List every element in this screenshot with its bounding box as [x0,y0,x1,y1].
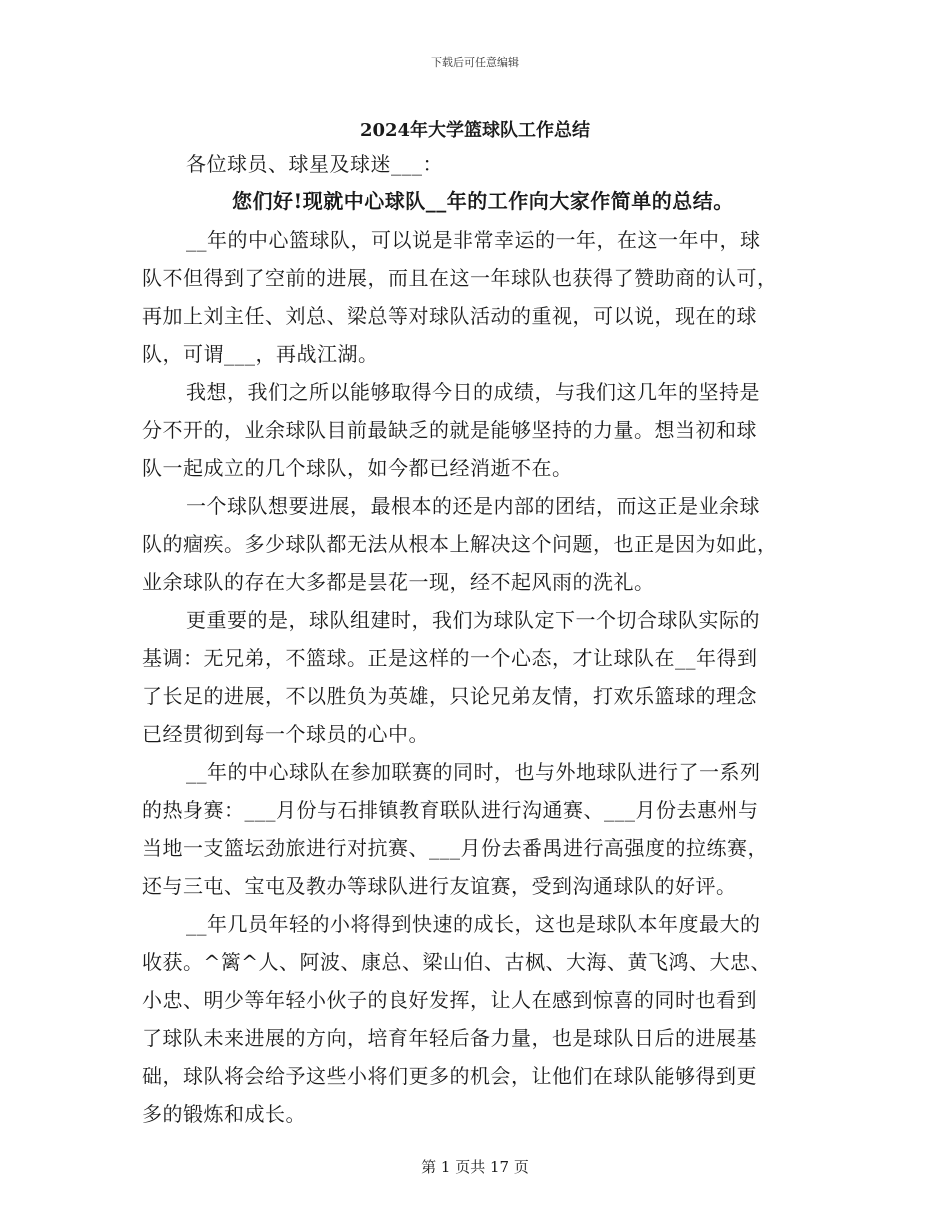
paragraph-line: 队的痼疾。多少球队都无法从根本上解决这个问题，也正是因为如此， [142,532,778,556]
paragraph-line: 更重要的是，球队组建时，我们为球队定下一个切合球队实际的 [186,608,760,632]
paragraph-line: 础，球队将会给予这些小将们更多的机会，让他们在球队能够得到更 [142,1064,757,1088]
document-title: 2024年大学篮球队工作总结 [359,120,591,141]
paragraph-line: 基调：无兄弟，不篮球。正是这样的一个心态，才让球队在__年得到 [142,646,758,670]
page-number: 第 1 页共 17 页 [421,1158,529,1176]
paragraph-line: 再加上刘主任、刘总、梁总等对球队活动的重视，可以说，现在的球 [142,304,757,328]
paragraph-line: 队不但得到了空前的进展，而且在这一年球队也获得了赞助商的认可， [142,266,778,290]
salutation: 各位球员、球星及球迷___： [186,152,443,176]
header-note: 下载后可任意编辑 [431,56,519,69]
paragraph-line: 业余球队的存在大多都是昙花一现，经不起风雨的洗礼。 [142,570,655,594]
paragraph-line: 队，可谓___，再战江湖。 [142,342,379,366]
paragraph-line: 小忠、明少等年轻小伙子的良好发挥，让人在感到惊喜的同时也看到 [142,988,757,1012]
paragraph-line: 的热身赛：___月份与石排镇教育联队进行沟通赛、___月份去惠州与 [142,798,759,822]
paragraph-line: 一个球队想要进展，最根本的还是内部的团结，而这正是业余球 [186,494,760,518]
greeting-line: 您们好!现就中心球队__年的工作向大家作简单的总结。 [232,189,734,213]
paragraph-line: __年几员年轻的小将得到快速的成长，这也是球队本年度最大的 [186,912,761,936]
paragraph-line: 分不开的，业余球队目前最缺乏的就是能够坚持的力量。想当初和球 [142,418,757,442]
paragraph-line: 收获。^篱^人、阿波、康总、梁山伯、古枫、大海、黄飞鸿、大忠、 [142,950,772,974]
paragraph-line: 还与三屯、宝屯及教办等球队进行友谊赛，受到沟通球队的好评。 [142,874,737,898]
paragraph-line: 了长足的进展，不以胜负为英雄，只论兄弟友情，打欢乐篮球的理念 [142,684,757,708]
paragraph-line: 了球队未来进展的方向，培育年轻后备力量，也是球队日后的进展基 [142,1026,757,1050]
paragraph-line: 多的锻炼和成长。 [142,1102,306,1126]
paragraph-line: 当地一支篮坛劲旅进行对抗赛、___月份去番禺进行高强度的拉练赛， [142,836,768,860]
paragraph-line: 我想，我们之所以能够取得今日的成绩，与我们这几年的坚持是 [186,380,760,404]
paragraph-line: __年的中心球队在参加联赛的同时，也与外地球队进行了一系列 [186,760,761,784]
paragraph-line: 已经贯彻到每一个球员的心中。 [142,722,429,746]
paragraph-line: __年的中心篮球队，可以说是非常幸运的一年，在这一年中，球 [186,228,761,252]
paragraph-line: 队一起成立的几个球队，如今都已经消逝不在。 [142,456,573,480]
